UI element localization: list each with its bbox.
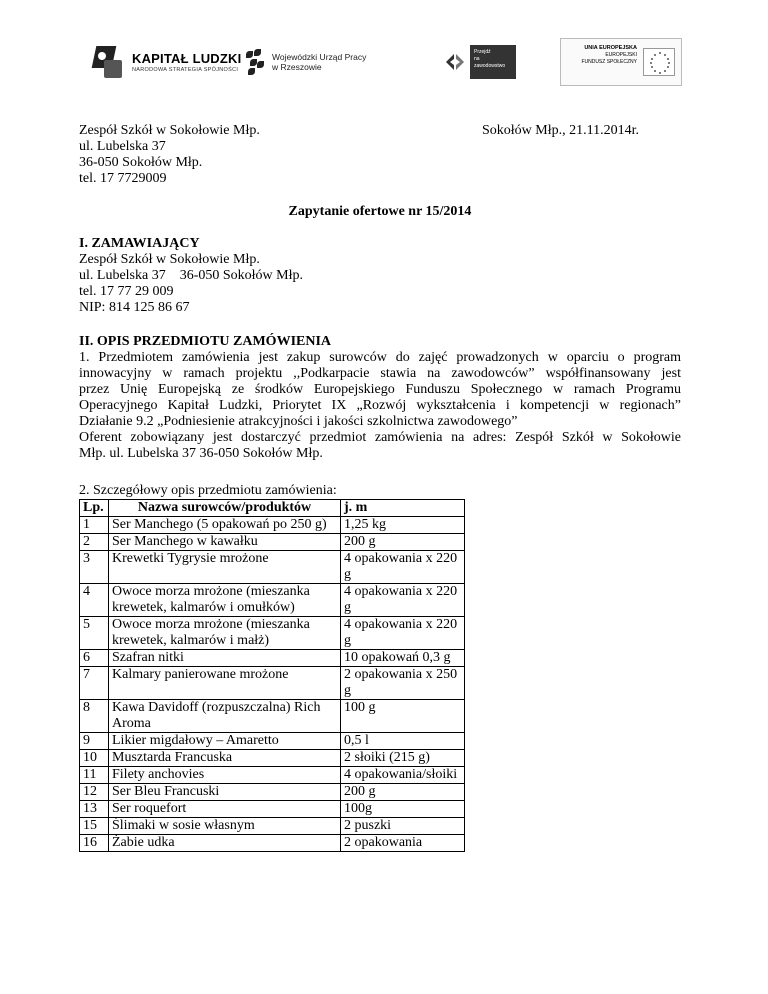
ordering-party-address: ul. Lubelska 37 36-050 Sokołów Młp. bbox=[79, 268, 303, 283]
ordering-party-nip: NIP: 814 125 86 67 bbox=[79, 300, 190, 315]
paragraph-line: Operacyjnego Kapitał Ludzki, Priorytet IX „Rozwój wykształcenia i kompetencji w regionach” bbox=[79, 398, 681, 413]
kapital-ludzki-logo bbox=[92, 38, 241, 86]
row-lp: 3 bbox=[80, 551, 109, 584]
table-header-row bbox=[80, 500, 465, 517]
paragraph-line: przez Unię Europejską ze środków Europejskiego Funduszu Społecznego w ramach Programu bbox=[79, 382, 681, 397]
wup-birds-icon bbox=[244, 47, 266, 77]
table-row bbox=[80, 667, 465, 700]
sender-name: Zespół Szkół w Sokołowie Młp. bbox=[79, 123, 260, 138]
row-product-name: Żabie udka bbox=[109, 835, 341, 852]
row-lp: 2 bbox=[80, 534, 109, 551]
paragraph-line: innowacyjny w ramach projektu ,,Podkarpacie stawia na zawodowców” współfinansowany jest bbox=[79, 366, 681, 381]
items-table bbox=[79, 499, 465, 852]
kapital-ludzki-subtitle: NARODOWA STRATEGIA SPÓJNOŚCI bbox=[132, 67, 239, 73]
row-product-name: Ser Bleu Francuski bbox=[109, 784, 341, 801]
table-row bbox=[80, 750, 465, 767]
row-unit: 2 opakowania x 250 g bbox=[341, 667, 465, 700]
logo-strip bbox=[92, 38, 682, 88]
row-unit: 200 g bbox=[341, 784, 465, 801]
table-row bbox=[80, 551, 465, 584]
row-product-name: Owoce morza mrożone (mieszanka krewetek, kalmarów i małż) bbox=[109, 617, 341, 650]
table-row bbox=[80, 650, 465, 667]
wup-name-line2: w Rzeszowie bbox=[272, 62, 322, 72]
row-lp: 5 bbox=[80, 617, 109, 650]
header-lp: Lp. bbox=[80, 500, 109, 517]
ordering-party-phone: tel. 17 77 29 009 bbox=[79, 284, 174, 299]
row-lp: 8 bbox=[80, 700, 109, 733]
row-lp: 9 bbox=[80, 733, 109, 750]
row-product-name: Filety anchovies bbox=[109, 767, 341, 784]
sender-city: 36-050 Sokołów Młp. bbox=[79, 155, 203, 170]
eu-line3: FUNDUSZ SPOŁECZNY bbox=[581, 59, 637, 65]
row-product-name: Likier migdałowy – Amaretto bbox=[109, 733, 341, 750]
row-product-name: Kalmary panierowane mrożone bbox=[109, 667, 341, 700]
row-lp: 6 bbox=[80, 650, 109, 667]
kapital-ludzki-emblem-icon bbox=[92, 42, 126, 82]
pnz-line1: Przejdź bbox=[474, 49, 491, 55]
table-row bbox=[80, 733, 465, 750]
row-lp: 13 bbox=[80, 801, 109, 818]
row-unit: 200 g bbox=[341, 534, 465, 551]
eu-line1: UNIA EUROPEJSKA bbox=[584, 45, 637, 51]
table-row bbox=[80, 517, 465, 534]
kapital-ludzki-title: KAPITAŁ LUDZKI bbox=[132, 51, 242, 66]
row-unit: 2 puszki bbox=[341, 818, 465, 835]
ordering-party-name: Zespół Szkół w Sokołowie Młp. bbox=[79, 252, 260, 267]
row-unit: 4 opakowania x 220 g bbox=[341, 617, 465, 650]
row-lp: 15 bbox=[80, 818, 109, 835]
table-row bbox=[80, 835, 465, 852]
row-unit: 10 opakowań 0,3 g bbox=[341, 650, 465, 667]
row-unit: 100 g bbox=[341, 700, 465, 733]
table-row bbox=[80, 801, 465, 818]
sender-street: ul. Lubelska 37 bbox=[79, 139, 166, 154]
row-unit: 0,5 l bbox=[341, 733, 465, 750]
przejdz-na-zawodowstwo-logo bbox=[444, 38, 516, 86]
pnz-line2: na zawodowstwo bbox=[474, 56, 506, 69]
paragraph-line: Oferent zobowiązany jest dostarczyć przedmiot zamówienia na adres: Zespół Szkół w Sokołowie bbox=[79, 430, 681, 445]
row-product-name: Musztarda Francuska bbox=[109, 750, 341, 767]
table-row bbox=[80, 767, 465, 784]
row-product-name: Szafran nitki bbox=[109, 650, 341, 667]
section-1-heading: I. ZAMAWIAJĄCY bbox=[79, 236, 200, 251]
row-product-name: Ślimaki w sosie własnym bbox=[109, 818, 341, 835]
eu-logo bbox=[560, 38, 682, 86]
wup-name-line1: Wojewódzki Urząd Pracy bbox=[272, 52, 367, 62]
section-2-heading: II. OPIS PRZEDMIOTU ZAMÓWIENIA bbox=[79, 334, 332, 349]
wup-logo bbox=[244, 38, 366, 86]
paragraph-line: Młp. ul. Lubelska 37 36-050 Sokołów Młp. bbox=[79, 446, 323, 461]
row-product-name: Krewetki Tygrysie mrożone bbox=[109, 551, 341, 584]
sender-address bbox=[79, 123, 260, 187]
document-title: Zapytanie ofertowe nr 15/2014 bbox=[288, 204, 472, 219]
row-unit: 4 opakowania x 220 g bbox=[341, 551, 465, 584]
row-lp: 11 bbox=[80, 767, 109, 784]
table-row bbox=[80, 534, 465, 551]
row-unit: 2 słoiki (215 g) bbox=[341, 750, 465, 767]
row-lp: 10 bbox=[80, 750, 109, 767]
paragraph-line: 1. Przedmiotem zamówienia jest zakup surowców do zajęć prowadzonych w oparciu o program bbox=[79, 350, 681, 365]
row-lp: 4 bbox=[80, 584, 109, 617]
section-1-body bbox=[79, 252, 303, 316]
sender-phone: tel. 17 7729009 bbox=[79, 171, 167, 186]
table-row bbox=[80, 617, 465, 650]
pnz-arrows-icon bbox=[444, 53, 466, 71]
row-lp: 7 bbox=[80, 667, 109, 700]
eu-line2: EUROPEJSKI bbox=[605, 52, 637, 58]
paragraph-line: Działanie 9.2 „Podniesienie atrakcyjności i jakości szkolnictwa zawodowego” bbox=[79, 414, 518, 429]
row-unit: 2 opakowania bbox=[341, 835, 465, 852]
table-row bbox=[80, 584, 465, 617]
table-caption: 2. Szczegółowy opis przedmiotu zamówienia: bbox=[79, 483, 337, 498]
table-row bbox=[80, 784, 465, 801]
row-unit: 100g bbox=[341, 801, 465, 818]
row-product-name: Ser Manchego (5 opakowań po 250 g) bbox=[109, 517, 341, 534]
row-unit: 1,25 kg bbox=[341, 517, 465, 534]
place-date: Sokołów Młp., 21.11.2014r. bbox=[482, 123, 639, 138]
table-row bbox=[80, 700, 465, 733]
section-2-paragraph bbox=[79, 350, 681, 462]
header-name: Nazwa surowców/produktów bbox=[109, 500, 341, 517]
table-body bbox=[80, 517, 465, 852]
row-product-name: Ser Manchego w kawałku bbox=[109, 534, 341, 551]
row-product-name: Kawa Davidoff (rozpuszczalna) Rich Aroma bbox=[109, 700, 341, 733]
row-unit: 4 opakowania x 220 g bbox=[341, 584, 465, 617]
row-lp: 16 bbox=[80, 835, 109, 852]
row-product-name: Owoce morza mrożone (mieszanka krewetek, kalmarów i omułków) bbox=[109, 584, 341, 617]
row-unit: 4 opakowania/słoiki bbox=[341, 767, 465, 784]
row-lp: 12 bbox=[80, 784, 109, 801]
eu-flag-icon bbox=[643, 48, 675, 76]
header-unit: j. m bbox=[341, 500, 465, 517]
row-product-name: Ser roquefort bbox=[109, 801, 341, 818]
table-row bbox=[80, 818, 465, 835]
row-lp: 1 bbox=[80, 517, 109, 534]
